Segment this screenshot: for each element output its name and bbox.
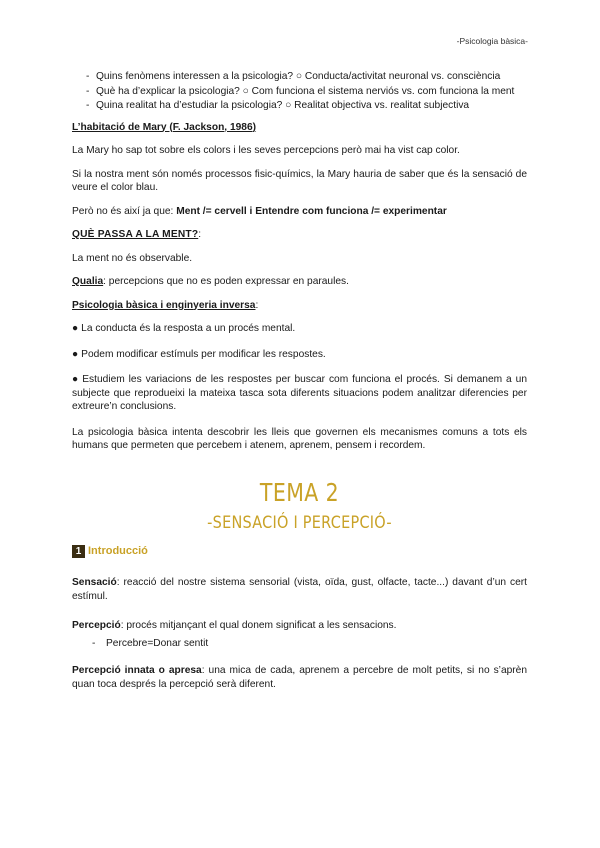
bullet-icon: ● <box>72 374 80 385</box>
qualia-term: Qualia <box>72 276 104 287</box>
tema-title: TEMA 2 <box>259 477 340 507</box>
final-paragraph: La psicologia bàsica intenta descobrir les lleis que governen els mecanismes comuns a tots els humans que permeten que percebem i atenem, aprenem, pensem i recordem. <box>72 426 527 451</box>
tema-subtitle: -SENSACIÓ I PERCEPCIÓ- <box>207 512 392 533</box>
innata-text: : una mica de cada, aprenem a percebre de molt petits, si no s’aprèn quan toca després la percepció serà diferent. <box>72 665 527 690</box>
mary-paragraph-3 <box>72 205 527 219</box>
percepcio-definition <box>72 619 527 633</box>
enginyeria-heading <box>72 299 527 313</box>
qualia-paragraph <box>72 275 527 289</box>
mary-p3-bold: Ment /= cervell i Entendre com funciona /= experimentar <box>176 205 447 217</box>
mary-paragraph-2: Si la nostra ment són només processos fisic-químics, la Mary hauria de saber que és la sensació de veure el color blau. <box>72 168 527 193</box>
sensacio-text: : reacció del nostre sistema sensorial (vista, oïda, gust, olfacte, tacte...) davant d’un cert estímul. <box>72 577 527 602</box>
sensacio-term: Sensació <box>72 577 117 588</box>
list-item: - Quina realitat ha d’estudiar la psicologia? ○ Realitat objectiva vs. realitat subjectiva <box>72 99 527 113</box>
bullet-paragraph-1 <box>72 322 527 336</box>
mary-paragraph-1: La Mary ho sap tot sobre els colors i les seves percepcions però mai ha vist cap color. <box>72 145 460 156</box>
bullet-icon: ● <box>72 348 79 360</box>
innata-definition <box>72 664 527 691</box>
list-item: - Percebre=Donar sentit <box>72 637 527 651</box>
innata-term: Percepció innata o apresa <box>72 665 202 676</box>
list-item: - Què ha d’explicar la psicologia? ○ Com funciona el sistema nerviós vs. com funciona la ment <box>72 85 527 99</box>
ment-paragraph: La ment no és observable. <box>72 252 193 264</box>
sensacio-definition <box>72 576 527 603</box>
bullet-icon: ● <box>72 323 79 334</box>
ment-heading-text: QUÈ PASSA A LA MENT? <box>72 229 199 240</box>
bullet-text: La conducta és la resposta a un procés mental. <box>81 323 296 334</box>
section-number-badge: 1 <box>72 545 85 558</box>
enginyeria-heading-text: Psicologia bàsica i enginyeria inversa <box>72 299 256 311</box>
ment-heading-suffix: : <box>198 229 202 240</box>
ment-heading <box>72 228 527 242</box>
enginyeria-heading-suffix: : <box>255 299 259 311</box>
bullet-paragraph-3 <box>72 373 527 414</box>
section-title: Introducció <box>88 544 148 557</box>
mary-heading: L’habitació de Mary (F. Jackson, 1986) <box>72 121 257 133</box>
percepcio-sublist <box>72 637 527 651</box>
intro-question-list <box>72 70 527 113</box>
bullet-text: Estudiem les variacions de les respostes per buscar com funciona el procés. Si demanem a un subjecte que reprodueixi la mateixa tasca sota diferents situacions podem analitzar diferencies per extreure’n conclusions. <box>72 374 527 412</box>
list-item: - Quins fenòmens interessen a la psicologia? ○ Conducta/activitat neuronal vs. consciència <box>72 70 527 84</box>
qualia-text: : percepcions que no es poden expressar en paraules. <box>103 276 349 287</box>
document-body <box>72 70 527 707</box>
bullet-paragraph-2 <box>72 348 527 362</box>
percepcio-text: : procés mitjançant el qual donem significat a les sensacions. <box>120 620 397 631</box>
page-header: -Psicologia bàsica- <box>456 36 528 46</box>
introduccio-heading <box>72 545 527 559</box>
mary-p3-prefix: Però no és així ja que: <box>72 205 177 217</box>
percepcio-term: Percepció <box>72 620 121 631</box>
bullet-text: Podem modificar estímuls per modificar les respostes. <box>81 348 326 360</box>
